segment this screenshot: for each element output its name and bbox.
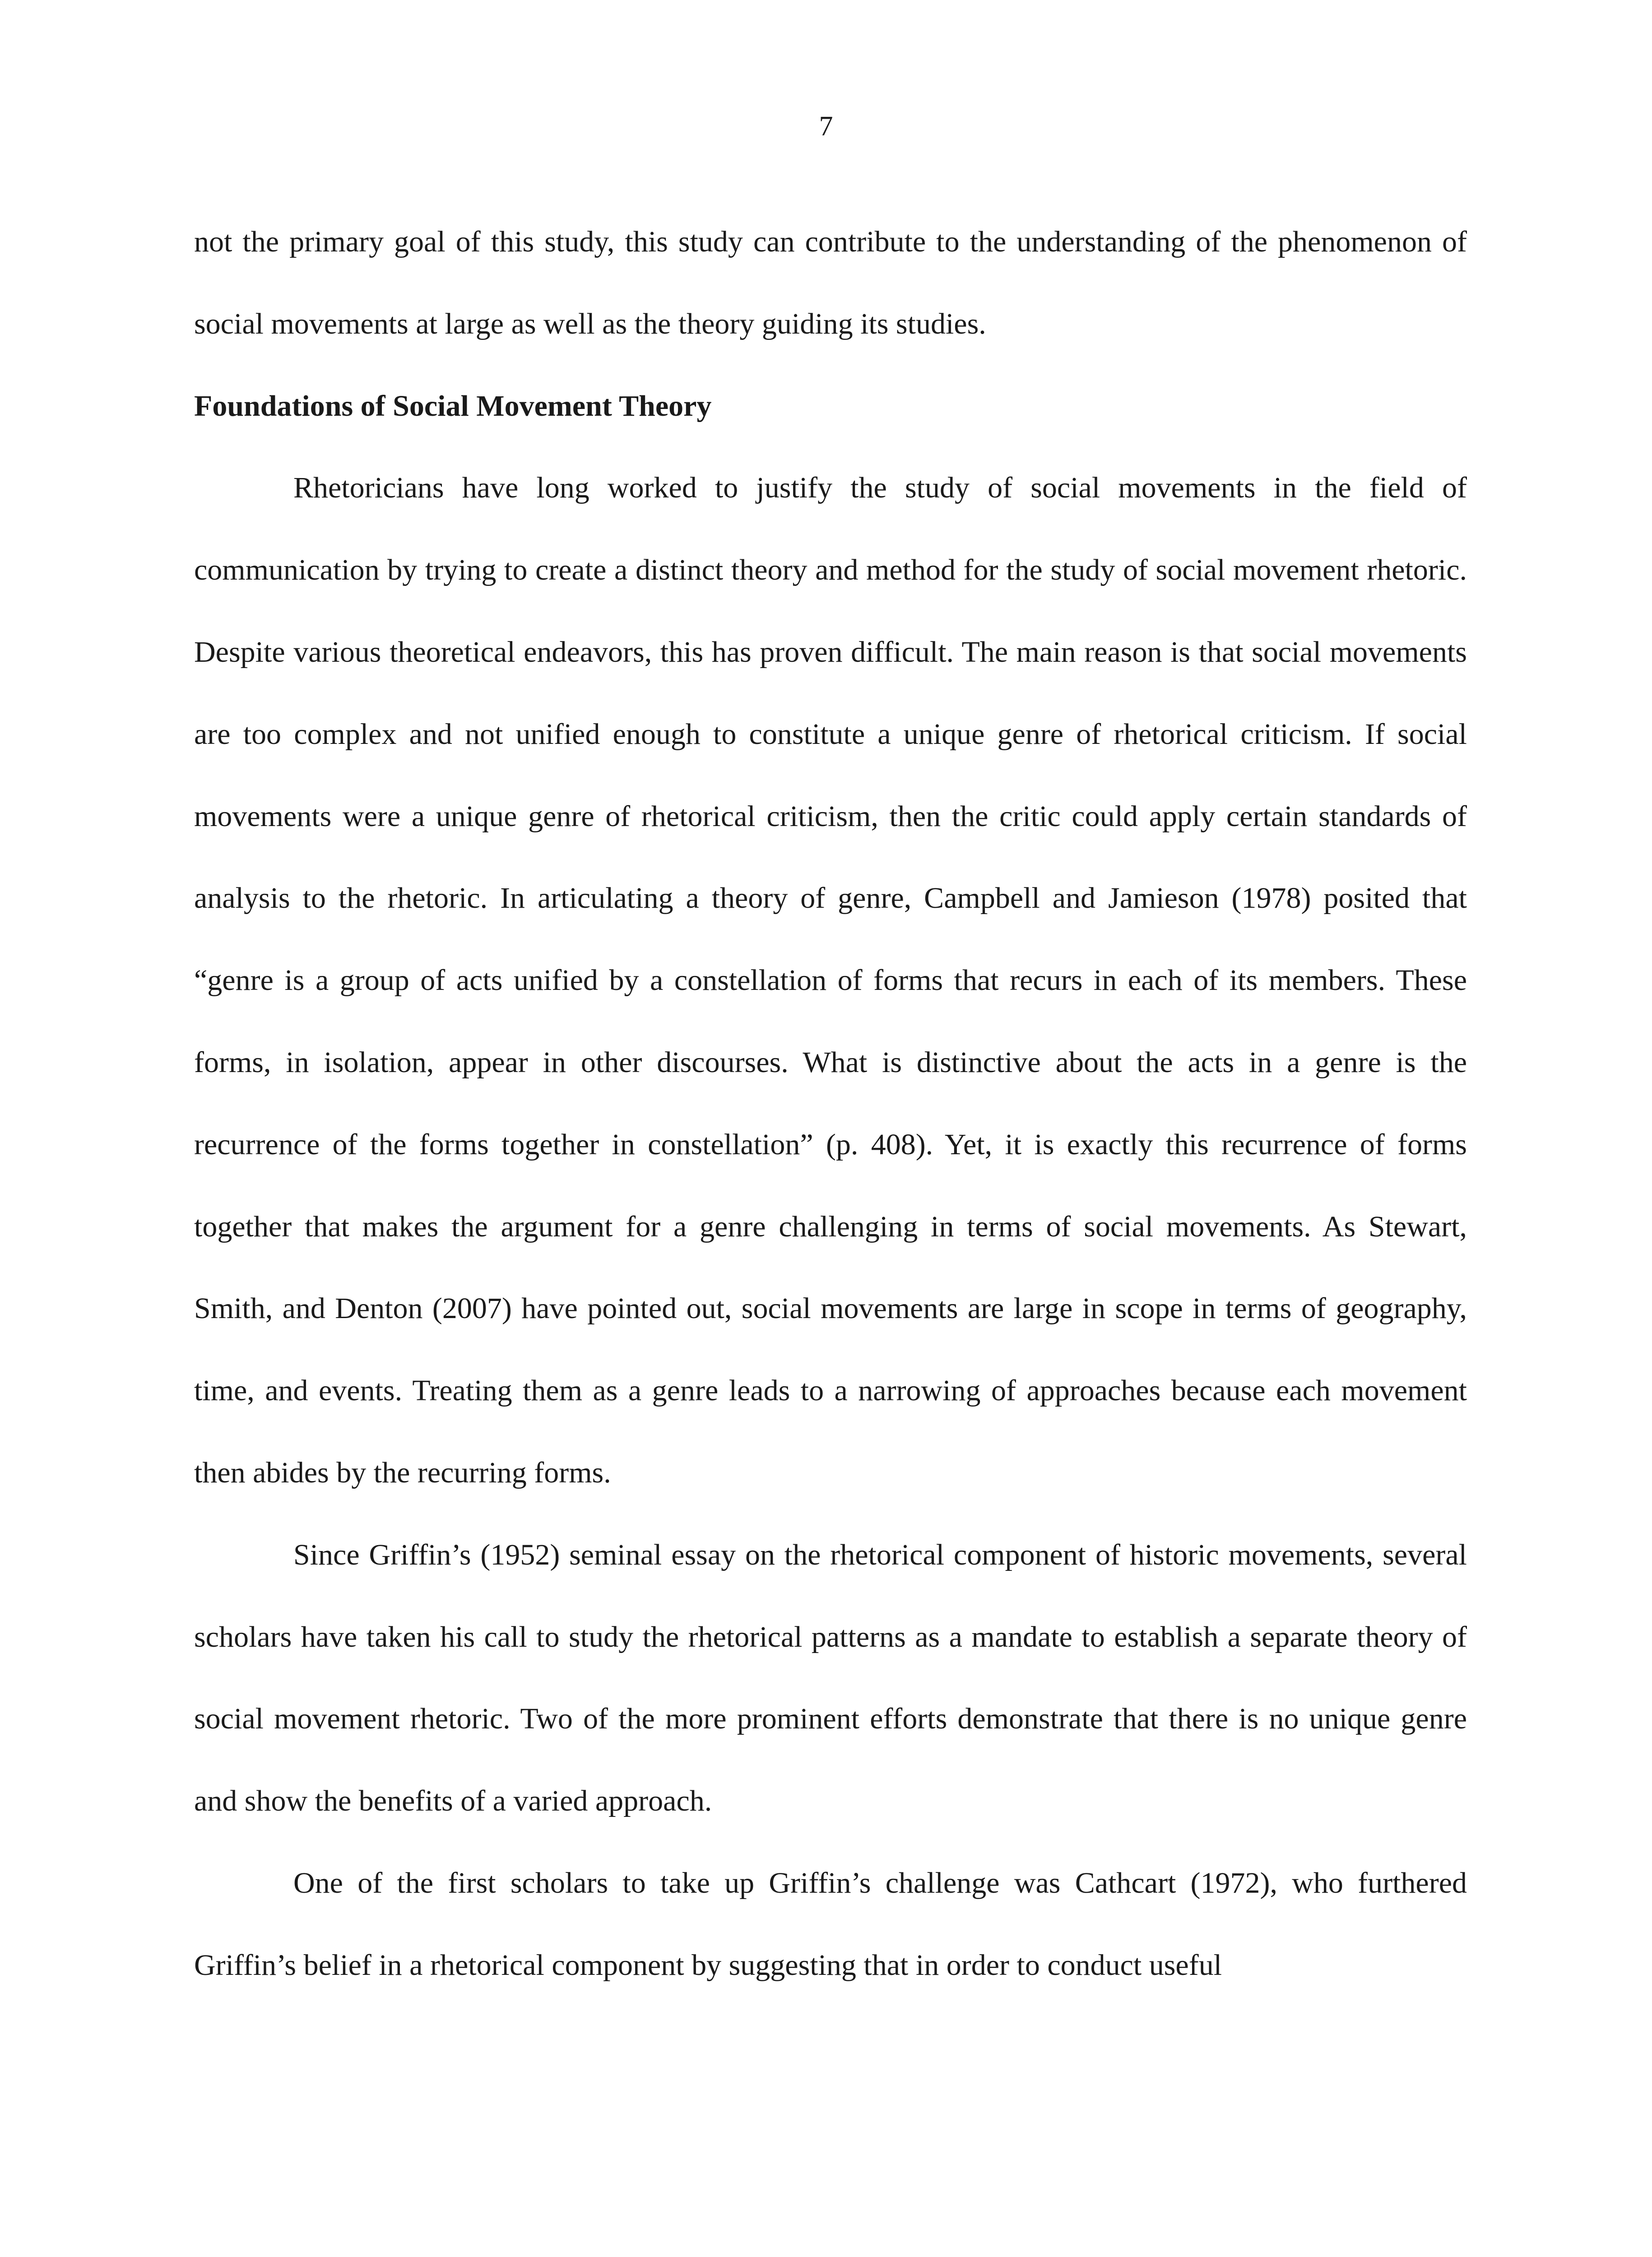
- section-heading: Foundations of Social Movement Theory: [194, 389, 712, 423]
- paragraph-griffin-essay: Since Griffin’s (1952) seminal essay on the rhetorical component of historic movements, several scholars have taken his call to study the rhetorical patterns as a mandate to establish a separate theory of social movement rhetoric. Two of the more prominent efforts demonstrate that there is no unique genre and show the benefits of a varied approach.: [194, 1538, 1467, 1818]
- paragraph-cathcart: One of the first scholars to take up Griffin’s challenge was Cathcart (1972), who furthered Griffin’s belief in a rhetorical component by suggesting that in order to conduct useful: [194, 1866, 1467, 1982]
- body-text: [194, 201, 1467, 2006]
- paragraph-genre-theory: Rhetoricians have long worked to justify the study of social movements in the field of communication by trying to create a distinct theory and method for the study of social movement rhetoric. Despite various theoretical endeavors, this has proven difficult. The main reason is that social movements are too complex and not unified enough to constitute a unique genre of rhetorical criticism. If social movements were a unique genre of rhetorical criticism, then the critic could apply certain standards of analysis to the rhetoric. In articulating a theory of genre, Campbell and Jamieson (1978) posited that “genre is a group of acts unified by a constellation of forms that recurs in each of its members. These forms, in isolation, appear in other discourses. What is distinctive about the acts in a genre is the recurrence of the forms together in constellation” (p. 408). Yet, it is exactly this recurrence of forms together that makes the argument for a genre challenging in terms of social movements. As Stewart, Smith, and Denton (2007) have pointed out, social movements are large in scope in terms of geography, time, and events. Treating them as a genre leads to a narrowing of approaches because each movement then abides by the recurring forms.: [194, 471, 1467, 1489]
- page-number: 7: [819, 111, 833, 142]
- continuation-paragraph: not the primary goal of this study, this study can contribute to the understanding of the phenomenon of social movements at large as well as the theory guiding its studies.: [194, 225, 1467, 340]
